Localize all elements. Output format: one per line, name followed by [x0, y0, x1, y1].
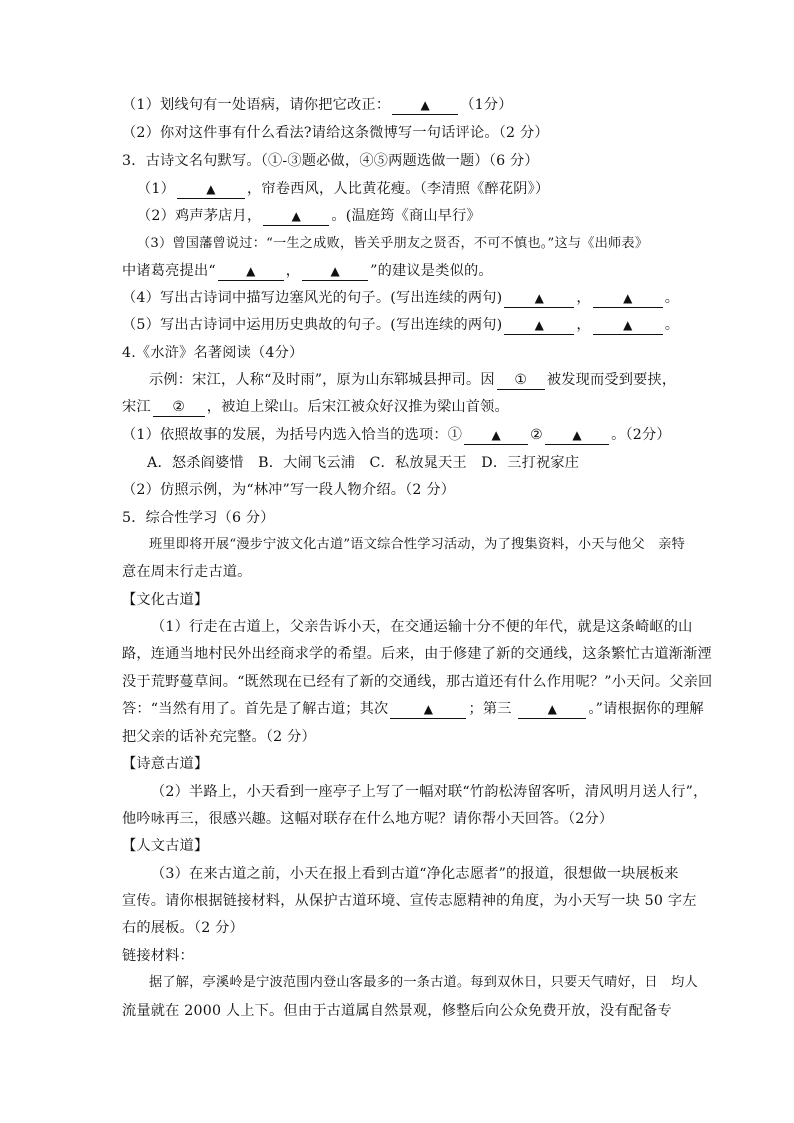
- answer-blank[interactable]: [218, 262, 284, 281]
- q3-item-2: （2）鸡声茅店月， ▲ 。(温庭筠《商山早行》: [137, 208, 481, 224]
- triangle-marker-icon: ▲: [623, 318, 633, 332]
- q4-title: 4.《水浒》名著阅读（4分）: [122, 345, 304, 361]
- q3-item-4: （4）写出古诗词中描写边塞风光的句子。(写出连续的两句) ▲ ， ▲ 。: [122, 290, 680, 306]
- answer-blank[interactable]: [177, 180, 245, 199]
- q5-intro-line-1: 班里即将开展“漫步宁波文化古道”语文综合性学习活动，为了搜集资料，小天与他父 亲特: [149, 537, 685, 552]
- triangle-marker-icon: ▲: [491, 428, 501, 442]
- answer-blank[interactable]: [263, 207, 329, 226]
- section-heading-culture: 【文化古道】: [122, 592, 209, 608]
- q5-p1-line-2: 路，连通当地村民外出经商求学的希望。后来，由于修建了新的交通线，这条繁忙古道渐渐湮: [122, 646, 712, 662]
- answer-blank[interactable]: [390, 700, 466, 719]
- q5-title: 5．综合性学习（6 分）: [122, 510, 275, 526]
- section-heading-humanity: 【人文古道】: [122, 838, 209, 854]
- answer-blank[interactable]: [593, 289, 663, 308]
- q5-p3-line-2: 宣传。请你根据链接材料，从保护古道环境、宣传志愿精神的角度，为小天写一块 50 字左: [122, 893, 697, 909]
- triangle-marker-icon: ▲: [534, 318, 545, 332]
- triangle-marker-icon: ▲: [423, 702, 434, 716]
- answer-blank[interactable]: [504, 289, 574, 308]
- q5-p2-line-1: （2）半路上，小天看到一座亭子上写了一幅对联“竹韵松涛留客听，清风明月送人行”，: [151, 784, 708, 800]
- answer-blank[interactable]: [392, 96, 458, 115]
- material-line-1: 据了解，亭溪岭是宁波范围内登山客最多的一条古道。每到双休日，只要天气晴好，日 均人: [149, 975, 698, 990]
- q3-item-1: （1） ▲ ，帘卷西风，人比黄花瘦。（李清照《醉花阴》）: [137, 181, 550, 197]
- q5-p1-line-3: 没于荒野蔓草间。“既然现在已经有了新的交通线，那古道还有什么作用呢？”小天问。父亲回: [122, 674, 713, 690]
- triangle-marker-icon: ▲: [547, 702, 558, 716]
- triangle-marker-icon: ▲: [291, 209, 302, 223]
- triangle-marker-icon: ▲: [246, 264, 256, 278]
- q3-item-3-line-2: 中诸葛亮提出“ ▲ ， ▲ ”的建议是类似的。: [122, 263, 493, 279]
- answer-blank-1[interactable]: ①: [497, 371, 545, 390]
- q5-intro-line-2: 意在周末行走古道。: [122, 564, 252, 580]
- q2-item-2: （2）你对这件事有什么看法?请给这条微博写一句话评论。（2 分）: [122, 125, 549, 141]
- q4-item-2: （2）仿照示例，为“林冲”写一段人物介绍。（2 分）: [122, 482, 456, 498]
- triangle-marker-icon: ▲: [330, 264, 340, 278]
- answer-blank-2[interactable]: ②: [153, 398, 205, 417]
- answer-blank[interactable]: [302, 262, 368, 281]
- q2-item-1: （1）划线句有一处语病，请你把它改正： ▲ （1分）: [122, 97, 513, 113]
- triangle-marker-icon: ▲: [420, 98, 430, 112]
- q5-p1-line-5: 把父亲的话补充完整。（2 分）: [122, 729, 316, 745]
- q3-item-5: （5）写出古诗词中运用历史典故的句子。(写出连续的两句) ▲ ， ▲ 。: [122, 317, 680, 333]
- link-material-label: 链接材料：: [122, 948, 194, 964]
- q3-item-3-line-1: （3）曾国藩曾说过：“一生之成败，皆关乎朋友之贤否，不可不慎也。”这与《出师表》: [137, 236, 649, 251]
- q4-example-line-1: 示例：宋江，人称“及时雨”，原为山东郓城县押司。因 ① 被发现而受到要挟，: [149, 372, 677, 388]
- answer-blank[interactable]: [464, 426, 528, 445]
- q5-p3-line-1: （3）在来古道之前，小天在报上看到古道“净化志愿者”的报道，很想做一块展板来: [151, 866, 679, 882]
- answer-blank[interactable]: [504, 316, 574, 335]
- answer-blank[interactable]: [518, 700, 586, 719]
- answer-blank[interactable]: [545, 426, 609, 445]
- triangle-marker-icon: ▲: [206, 182, 216, 196]
- triangle-marker-icon: ▲: [623, 291, 633, 305]
- q4-options: A．怒杀阎婆惜 B．大闹飞云浦 C．私放晁天王 D．三打祝家庄: [147, 455, 580, 471]
- q3-title: 3．古诗文名句默写。（①-③题必做，④⑤两题选做一题）（6 分）: [122, 153, 539, 169]
- q5-p2-line-2: 他吟咏再三，很感兴趣。这幅对联存在什么地方呢？请你帮小天回答。（2分）: [122, 811, 614, 827]
- material-line-2: 流量就在 2000 人上下。但由于古道属自然景观，修整后向公众免费开放，没有配备专: [122, 1003, 672, 1019]
- q4-example-line-2: 宋江 ② ，被迫上梁山。后宋江被众好汉推为梁山首领。: [122, 399, 509, 415]
- section-heading-poetry: 【诗意古道】: [122, 756, 209, 772]
- q5-p1-line-1: （1）行走在古道上，父亲告诉小天，在交通运输十分不便的年代，就是这条崎岖的山: [151, 619, 693, 635]
- q5-p1-line-4: 答：“当然有用了。首先是了解古道；其次 ▲ ；第三 ▲ 。”请根据你的理解: [122, 701, 704, 717]
- triangle-marker-icon: ▲: [534, 291, 545, 305]
- answer-blank[interactable]: [593, 316, 663, 335]
- triangle-marker-icon: ▲: [572, 428, 582, 442]
- q5-p3-line-3: 右的展板。（2 分）: [122, 920, 244, 936]
- q4-item-1: （1）依照故事的发展，为括号内选入恰当的选项：① ▲ ② ▲ 。（2分）: [122, 427, 671, 443]
